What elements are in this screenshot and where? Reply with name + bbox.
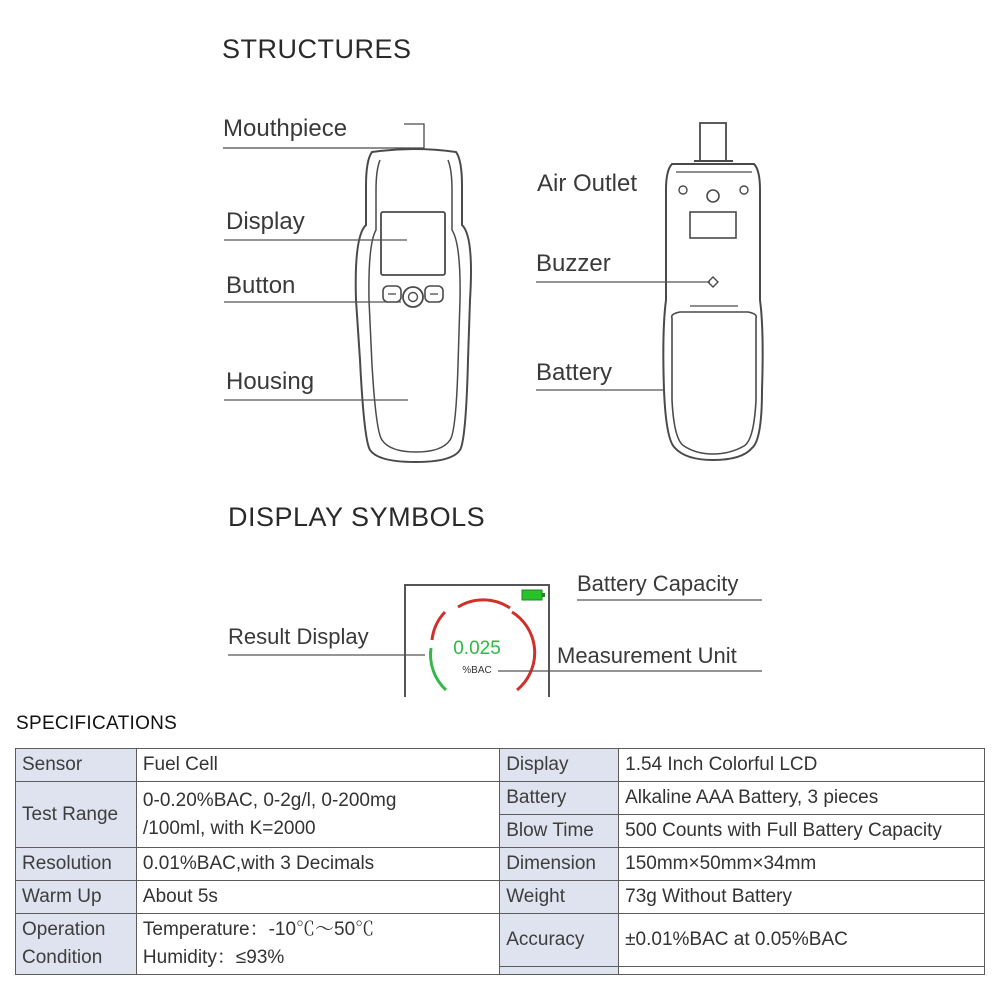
spec-value [619, 966, 985, 974]
spec-value [136, 782, 499, 848]
table-row [16, 782, 985, 815]
battery-indicator-icon [522, 590, 542, 600]
spec-key: Dimension [500, 848, 619, 881]
table-row [16, 914, 985, 967]
table-row [16, 848, 985, 881]
spec-value-line: 0-0.20%BAC, 0-2g/l, 0-200mg [142, 789, 397, 811]
spec-value: About 5s [136, 881, 499, 914]
spec-key: Accuracy [500, 914, 619, 967]
spec-key [500, 966, 619, 974]
spec-key-line: Condition [22, 947, 103, 968]
spec-key: Weight [500, 881, 619, 914]
label-battery: Battery [536, 359, 613, 386]
spec-value: 0.01%BAC,with 3 Decimals [136, 848, 499, 881]
spec-key-line: Operation [22, 919, 106, 940]
unit-value: %BAC [462, 665, 492, 676]
structures-heading: STRUCTURES [222, 34, 412, 64]
table-row [16, 749, 985, 782]
specifications-table [15, 748, 985, 975]
result-value: 0.025 [453, 638, 501, 659]
label-button: Button [226, 272, 296, 299]
label-housing: Housing [226, 368, 315, 395]
label-buzzer: Buzzer [536, 250, 611, 277]
spec-key [16, 914, 137, 975]
table-row [16, 881, 985, 914]
label-display: Display [226, 208, 305, 235]
label-measurement-unit: Measurement Unit [557, 643, 737, 668]
spec-key: Display [500, 749, 619, 782]
specifications-heading: SPECIFICATIONS [16, 713, 178, 734]
spec-value: Fuel Cell [136, 749, 499, 782]
label-mouthpiece: Mouthpiece [223, 115, 348, 142]
spec-key: Resolution [16, 848, 137, 881]
spec-value [136, 914, 499, 975]
spec-key: Battery [500, 782, 619, 815]
spec-value: Alkaline AAA Battery, 3 pieces [619, 782, 985, 815]
spec-key: Blow Time [500, 815, 619, 848]
spec-key: Warm Up [16, 881, 137, 914]
spec-value-line: /100ml, with K=2000 [142, 817, 316, 839]
label-air-outlet: Air Outlet [537, 170, 638, 197]
label-battery-capacity: Battery Capacity [577, 571, 739, 596]
spec-value-line: Temperature：-10℃～50℃ [142, 919, 375, 940]
spec-key: Test Range [16, 782, 137, 848]
spec-value: ±0.01%BAC at 0.05%BAC [619, 914, 985, 967]
spec-value-line: Humidity：≤93% [142, 947, 285, 968]
spec-value: 500 Counts with Full Battery Capacity [619, 815, 985, 848]
spec-value: 1.54 Inch Colorful LCD [619, 749, 985, 782]
label-result-display: Result Display [228, 624, 369, 649]
spec-key: Sensor [16, 749, 137, 782]
display-symbols-heading: DISPLAY SYMBOLS [228, 502, 486, 532]
spec-value: 150mm×50mm×34mm [619, 848, 985, 881]
spec-value: 73g Without Battery [619, 881, 985, 914]
